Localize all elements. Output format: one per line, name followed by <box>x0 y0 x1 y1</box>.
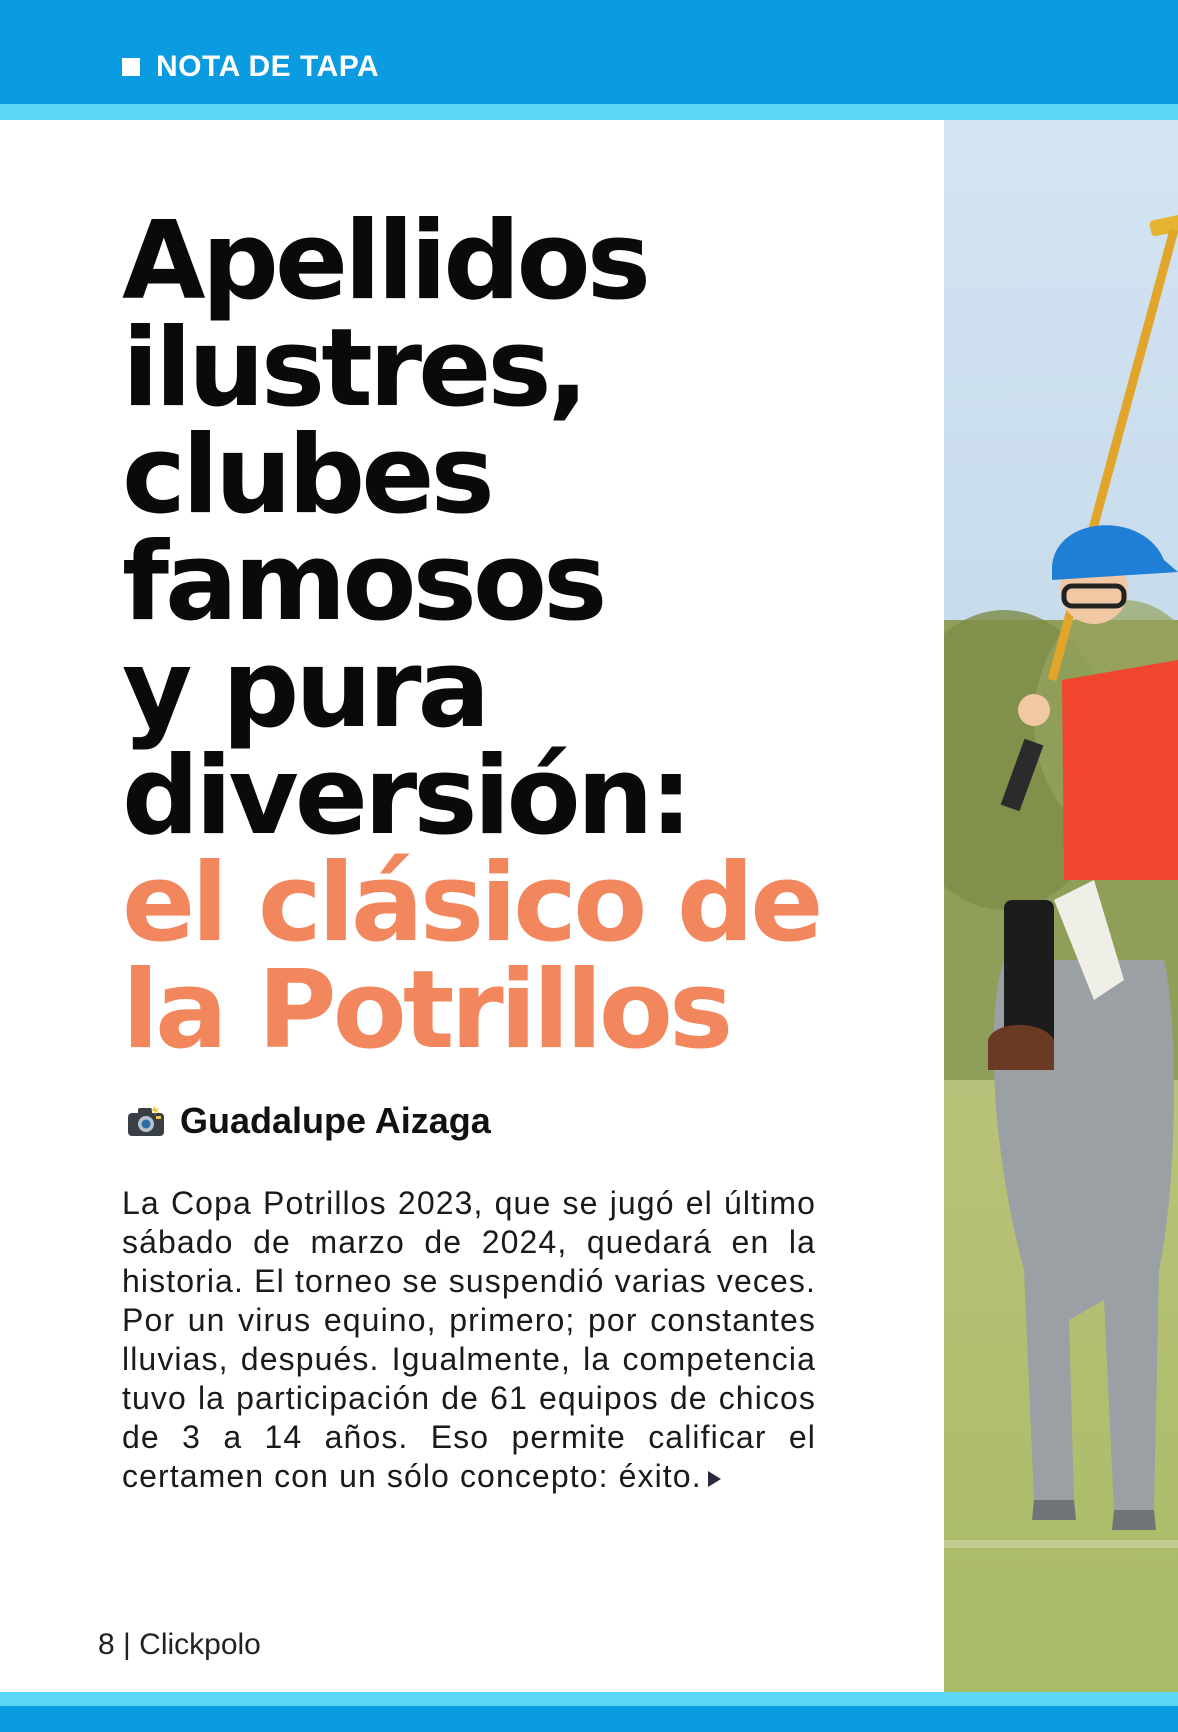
title-highlight-line: la Potrillos <box>122 948 730 1073</box>
section-label <box>122 50 379 84</box>
cover-photo <box>944 120 1178 1694</box>
section-label-text: NOTA DE TAPA <box>156 50 380 83</box>
title-line: ilustres, <box>122 306 585 431</box>
header-stripe <box>0 104 1178 120</box>
footer-bar <box>0 1706 1178 1732</box>
title-line: famosos <box>122 520 604 645</box>
article-body <box>122 1184 816 1496</box>
title-line: Apellidos <box>122 199 647 324</box>
title-line: diversión: <box>122 734 689 859</box>
title-highlight-line: el clásico de <box>122 841 820 966</box>
article-title <box>122 199 882 1073</box>
play-arrow-icon <box>708 1471 721 1487</box>
photo-credit <box>126 1100 491 1142</box>
page-footer: 8 | Clickpolo <box>98 1628 261 1661</box>
photographer-name: Guadalupe Aizaga <box>180 1100 491 1141</box>
footer-stripe <box>0 1692 1178 1706</box>
square-bullet-icon <box>122 58 140 76</box>
title-line: y pura <box>122 627 487 752</box>
article-body-text: La Copa Potrillos 2023, que se jugó el último sábado de marzo de 2024, quedará en la historia. El torneo se suspendió varias veces. Por un virus equino, primero; por constantes lluvias, después. Igualmente, la competencia tuvo la participación de 61 equipos de chicos de 3 a 14 años. Eso permite calificar el certamen con un sólo concepto: éxito. <box>122 1185 816 1494</box>
camera-icon <box>126 1104 166 1138</box>
title-line: clubes <box>122 413 491 538</box>
